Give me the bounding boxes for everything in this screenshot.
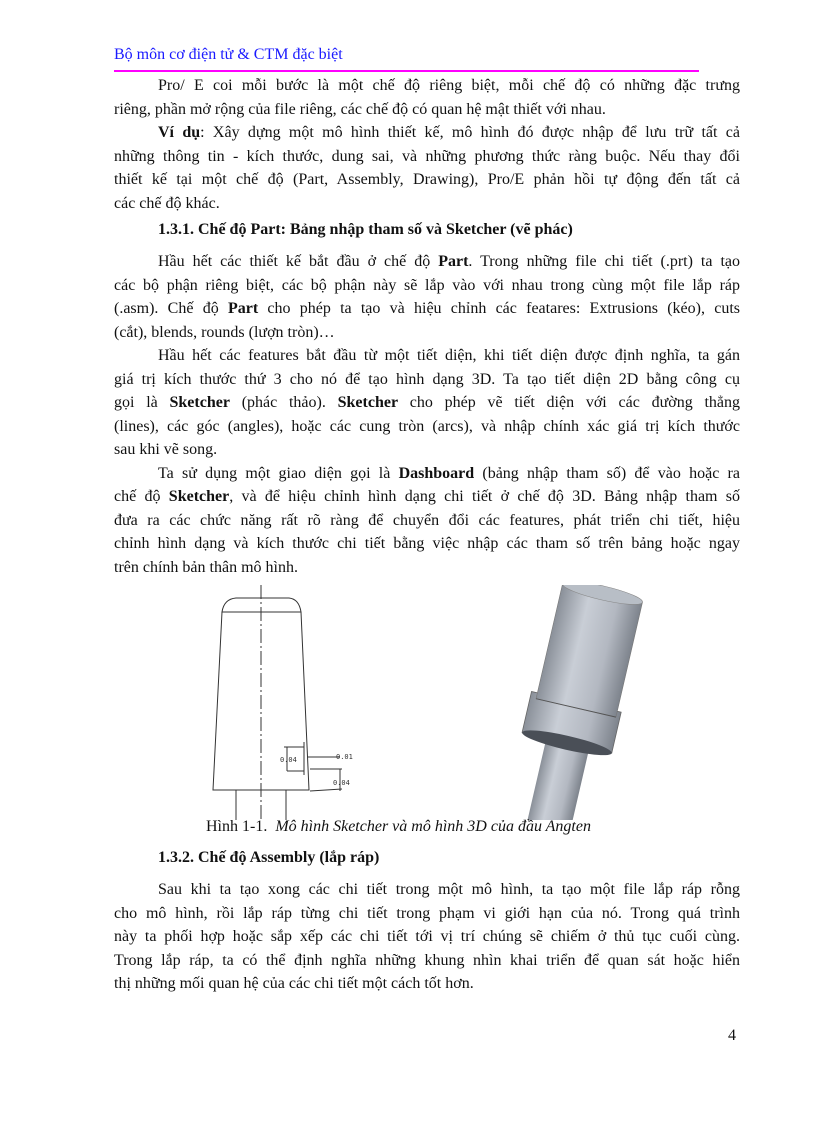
bold-term: Part xyxy=(227,300,259,317)
text-line xyxy=(114,532,740,556)
text-run: các bộ phận riêng biệt, các bộ phận này sẽ lắp vào với nhau trong cùng một file lắp ráp xyxy=(114,276,740,294)
text-line xyxy=(114,509,740,533)
section-heading-assembly: 1.3.2. Chế độ Assembly (lắp ráp) xyxy=(158,849,380,866)
bold-term: Part xyxy=(438,253,469,270)
text-run: cho phép ta tạo và hiệu chỉnh các featares: Extrusions (kéo), cuts xyxy=(258,300,741,317)
text-run: Trong lắp ráp, ta có thể định nghĩa những khung nhìn khai triển để quan sát hoặc hiển xyxy=(114,951,740,969)
bold-term: Ví dụ xyxy=(158,124,201,141)
bold-term: Dashboard xyxy=(398,464,475,482)
intro-paragraphs xyxy=(114,74,740,215)
text-line xyxy=(114,192,740,216)
text-line xyxy=(114,556,740,580)
text-line xyxy=(114,438,740,462)
text-line xyxy=(114,297,740,321)
running-header: Bộ môn cơ điện tử & CTM đặc biệt xyxy=(114,46,343,63)
text-line xyxy=(114,121,740,145)
bold-term: Sketcher xyxy=(337,394,399,411)
text-run: (cắt), blends, rounds (lượn tròn)… xyxy=(114,323,335,341)
figure-caption xyxy=(206,818,591,836)
text-run: cho mô hình, rồi lắp ráp từng chi tiết trong phạm vi giới hạn của nó. Trong quá trình xyxy=(114,904,740,922)
text-run: giá trị kích thước thứ 3 cho nó để tạo hình dạng 3D. Ta tạo tiết diện 2D bằng công cụ xyxy=(114,370,740,388)
assembly-paragraphs xyxy=(114,878,740,996)
text-line xyxy=(114,250,740,274)
text-run: đưa ra các chức năng rất rõ ràng để chuyển đổi các features, phát triển chi tiết, hiệu xyxy=(114,511,740,529)
caption-text: Mô hình Sketcher và mô hình 3D của đầu Angten xyxy=(275,818,591,835)
text-line xyxy=(114,321,740,345)
text-run: Hầu hết các thiết kế bắt đầu ở chế độ xyxy=(158,253,439,270)
text-line xyxy=(114,74,740,98)
text-line xyxy=(114,972,740,996)
text-run: (lines), các góc (angles), hoặc các cung tròn (arcs), và nhập chính xác giá trị kích thước xyxy=(114,417,740,435)
text-run: riêng, phần mở rộng của file riêng, các chế độ có quan hệ mật thiết với nhau. xyxy=(114,100,606,118)
text-line xyxy=(114,949,740,973)
text-run: : Xây dựng một mô hình thiết kế, mô hình đó được nhập để lưu trữ tất cả xyxy=(200,124,741,141)
text-run: các chế độ khác. xyxy=(114,194,220,212)
text-line xyxy=(114,274,740,298)
text-line xyxy=(114,925,740,949)
text-run: (phác thảo). xyxy=(229,394,338,411)
text-run: cho phép vẽ tiết diện với các đường thẳng xyxy=(398,394,740,411)
text-run: . Trong những file chi tiết (.prt) ta tạo xyxy=(468,253,741,270)
text-run: chế độ xyxy=(114,488,169,505)
text-run: , và để hiệu chỉnh hình dạng chi tiết ở chế độ 3D. Bảng nhập tham số xyxy=(229,488,741,505)
text-line xyxy=(114,368,740,392)
text-line xyxy=(114,391,740,415)
bold-term: Sketcher xyxy=(169,394,230,411)
text-run: Pro/ E coi mỗi bước là một chế độ riêng biệt, mỗi chế độ có những đặc trưng xyxy=(158,77,740,94)
text-run: những thông tin - kích thước, dung sai, và những phương thức ràng buộc. Nếu thay đổi xyxy=(114,147,740,165)
dim-label: 0.04 xyxy=(333,779,350,787)
bold-term: Sketcher xyxy=(168,488,230,505)
text-run: Hầu hết các features bắt đầu từ một tiết diện, khi tiết diện được định nghĩa, ta gán xyxy=(158,347,740,364)
section-heading-part: 1.3.1. Chế độ Part: Bảng nhập tham số và Sketcher (vẽ phác) xyxy=(158,221,573,238)
text-run: chỉnh hình dạng và kích thước chi tiết bằng việc nhập các tham số trên bảng hoặc ngay xyxy=(114,535,740,552)
dim-label: 0.01 xyxy=(336,753,353,761)
text-run: thị những mối quan hệ của các chi tiết một cách tốt hơn. xyxy=(114,975,474,992)
header-divider xyxy=(114,70,699,72)
text-line xyxy=(114,462,740,486)
sketcher-drawing xyxy=(200,585,660,820)
text-run: gọi là xyxy=(114,394,170,411)
figure-sketcher-and-3d-model xyxy=(200,585,660,820)
text-line xyxy=(114,878,740,902)
text-run: trên chính bản thân mô hình. xyxy=(114,558,298,576)
text-run: (.asm). Chế độ xyxy=(114,300,228,317)
text-line xyxy=(114,98,740,122)
text-run: Sau khi ta tạo xong các chi tiết trong một mô hình, ta tạo một file lắp ráp rỗng xyxy=(158,881,740,898)
part-paragraphs xyxy=(114,250,740,579)
text-run: Ta sử dụng một giao diện gọi là xyxy=(158,464,399,482)
text-run: (bảng nhập tham số) để vào hoặc ra xyxy=(474,464,740,482)
dim-label: 0.04 xyxy=(280,756,297,764)
text-line xyxy=(114,168,740,192)
text-line xyxy=(114,415,740,439)
text-line xyxy=(114,902,740,926)
text-run: thiết kế tại một chế độ (Part, Assembly, Drawing), Pro/E phản hồi tự động đến tất cả xyxy=(114,171,740,188)
text-line xyxy=(114,485,740,509)
text-run: sau khi vẽ song. xyxy=(114,441,218,458)
text-line xyxy=(114,344,740,368)
antenna-3d-model xyxy=(500,585,648,820)
text-run: này ta phối hợp hoặc sắp xếp các chi tiết tới vị trí chúng sẽ chiếm ở thủ tục cuối cùng. xyxy=(114,928,740,945)
text-line xyxy=(114,145,740,169)
page-number: 4 xyxy=(728,1027,736,1044)
caption-label: Hình 1-1. xyxy=(206,818,268,835)
